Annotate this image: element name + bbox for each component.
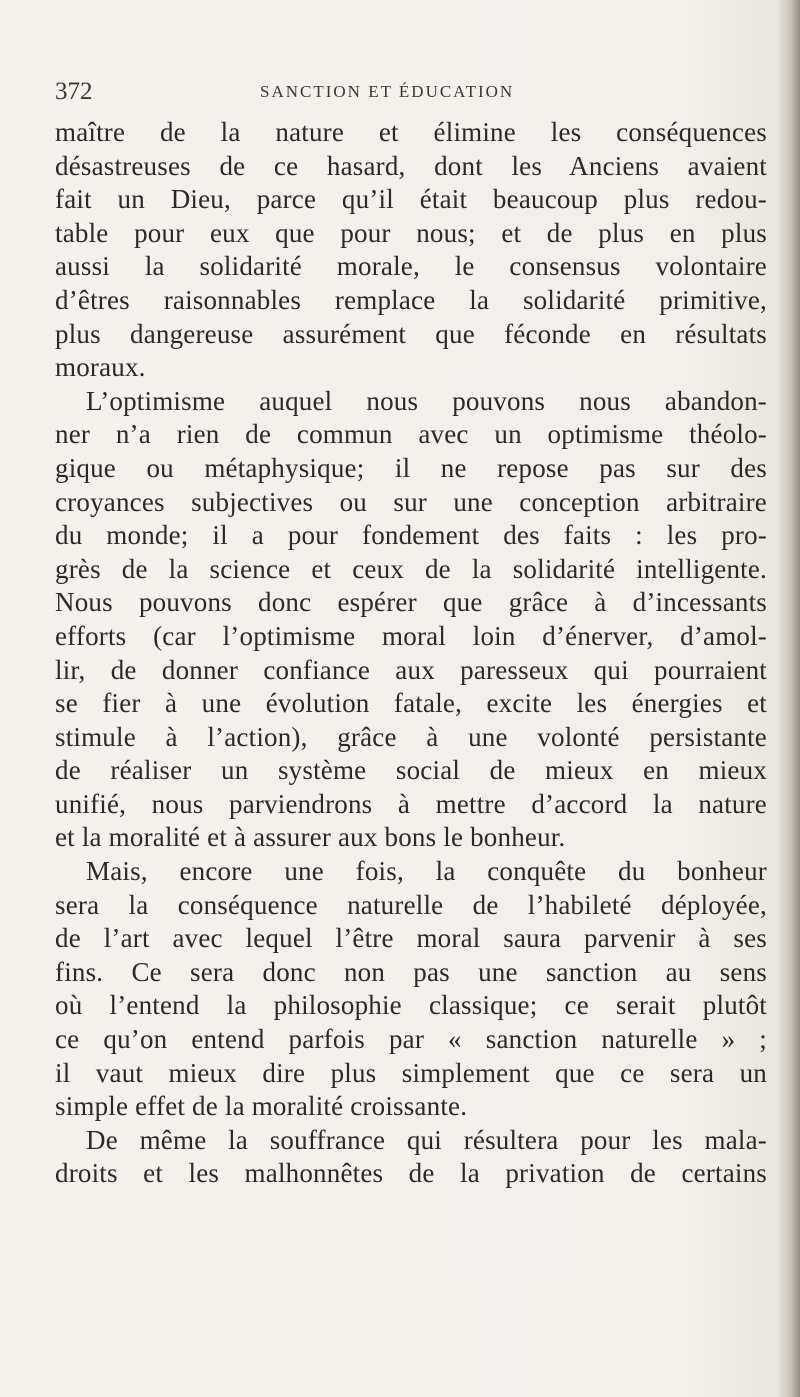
text-line: où l’entend la philosophie classique; ce serait plutôt xyxy=(55,990,767,1021)
text-line: désastreuses de ce hasard, dont les Anciens avaient xyxy=(55,150,767,181)
text-line: se fier à une évolution fatale, excite les énergies et xyxy=(55,688,767,719)
text-line: lir, de donner confiance aux paresseux qui pourraient xyxy=(55,654,767,685)
text-line: gique ou métaphysique; il ne repose pas sur des xyxy=(55,452,767,483)
text-line: De même la souffrance qui résultera pour les mala- xyxy=(86,1124,767,1155)
text-line: Nous pouvons donc espérer que grâce à d’incessants xyxy=(55,587,767,618)
text-line: ner n’a rien de commun avec un optimisme théolo- xyxy=(55,419,767,450)
text-line: moraux. xyxy=(55,352,146,383)
paragraph xyxy=(55,855,767,1124)
text-line: et la moralité et à assurer aux bons le bonheur. xyxy=(55,822,566,853)
text-line: simple effet de la moralité croissante. xyxy=(55,1091,468,1122)
text-line: fins. Ce sera donc non pas une sanction au sens xyxy=(55,956,767,987)
text-line: table pour eux que pour nous; et de plus en plus xyxy=(55,217,767,248)
text-line: d’êtres raisonnables remplace la solidarité primitive, xyxy=(55,284,767,315)
text-line: aussi la solidarité morale, le consensus volontaire xyxy=(55,251,767,282)
text-line: Mais, encore une fois, la conquête du bonheur xyxy=(86,856,767,887)
text-line: fait un Dieu, parce qu’il était beaucoup plus redou- xyxy=(55,184,767,215)
text-line: unifié, nous parviendrons à mettre d’accord la nature xyxy=(55,788,767,819)
text-line: grès de la science et ceux de la solidarité intelligente. xyxy=(55,553,767,584)
text-line: de l’art avec lequel l’être moral saura parvenir à ses xyxy=(55,923,767,954)
page-edge-shadow xyxy=(778,0,800,1397)
text-line: maître de la nature et élimine les conséquences xyxy=(55,117,767,147)
page-number: 372 xyxy=(55,78,93,105)
text-line: droits et les malhonnêtes de la privation de certains xyxy=(55,1158,767,1189)
page-header xyxy=(55,78,755,112)
text-line: efforts (car l’optimisme moral loin d’énerver, d’amol- xyxy=(55,620,767,651)
text-line: sera la conséquence naturelle de l’habileté déployée, xyxy=(55,889,767,920)
text-line: L’optimisme auquel nous pouvons nous abandon- xyxy=(86,385,767,416)
text-line: plus dangereuse assurément que féconde en résultats xyxy=(55,318,767,349)
text-line: du monde; il a pour fondement des faits : les pro- xyxy=(55,520,767,551)
text-line: ce qu’on entend parfois par « sanction naturelle » ; xyxy=(55,1024,767,1055)
text-line: stimule à l’action), grâce à une volonté persistante xyxy=(55,721,767,752)
paragraph xyxy=(55,1124,767,1191)
body-text xyxy=(55,116,767,1191)
running-title: SANCTION ET ÉDUCATION xyxy=(260,82,515,101)
paragraph xyxy=(55,116,767,385)
text-line: de réaliser un système social de mieux en mieux xyxy=(55,755,767,786)
text-line: il vaut mieux dire plus simplement que ce sera un xyxy=(55,1057,767,1088)
paragraph xyxy=(55,385,767,855)
text-line: croyances subjectives ou sur une conception arbitraire xyxy=(55,486,767,517)
